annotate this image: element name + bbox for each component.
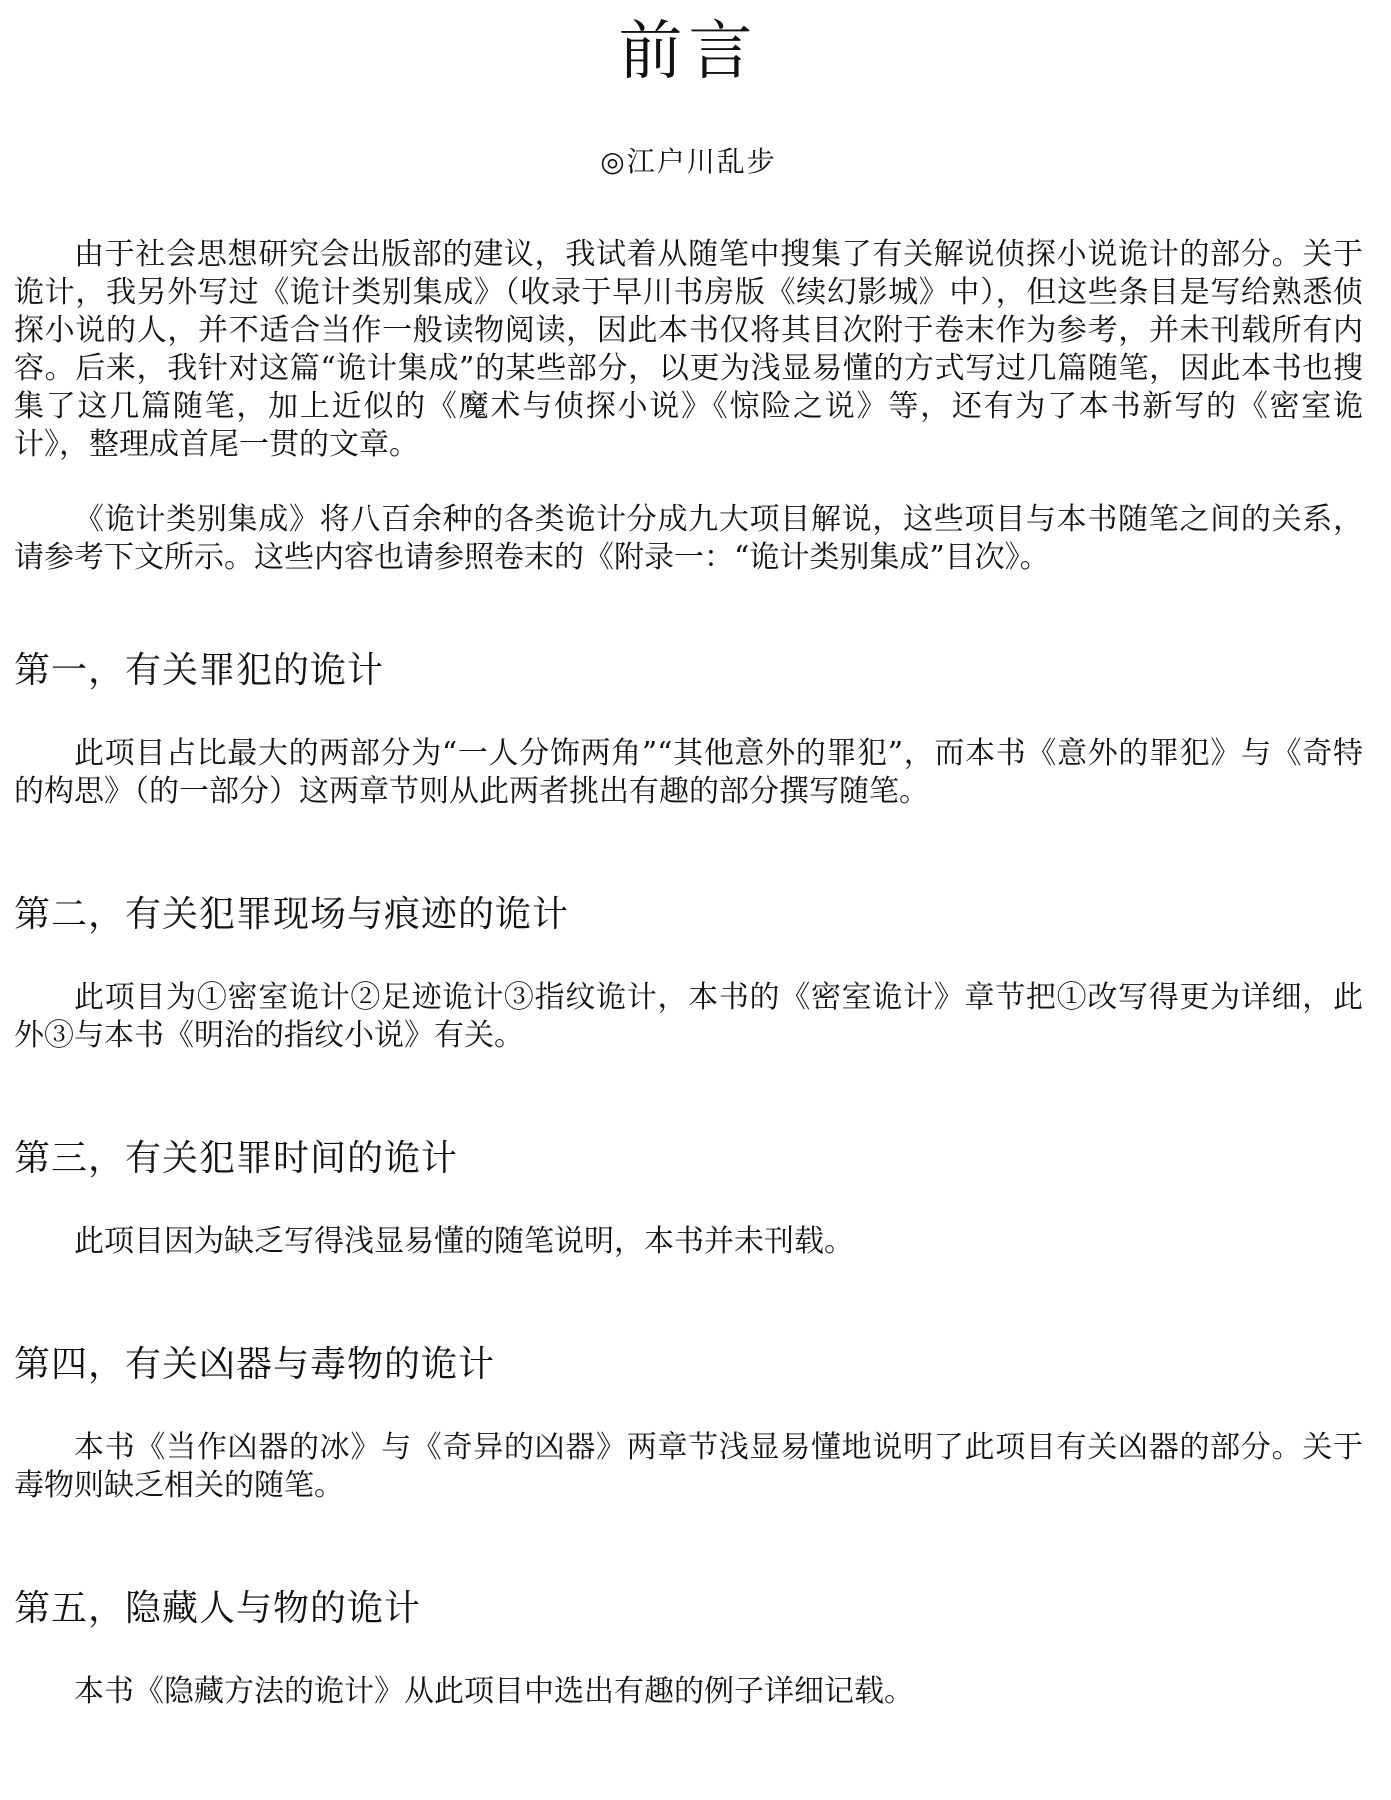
section-heading: 第五，隐藏人与物的诡计 (14, 1588, 422, 1629)
page-title: 前言 (618, 15, 759, 89)
section-heading: 第二，有关犯罪现场与痕迹的诡计 (14, 894, 570, 935)
section-paragraph: 此项目为①密室诡计②足迹诡计③指纹诡计，本书的《密室诡计》章节把①改写得更为详细，此外③与本书《明治的指纹小说》有关。 (14, 980, 1363, 1053)
section-paragraph: 此项目因为缺乏写得浅显易懂的随笔说明，本书并未刊载。 (74, 1224, 854, 1259)
section-heading: 第三，有关犯罪时间的诡计 (14, 1138, 459, 1179)
author-line: ◎江户川乱步 (600, 145, 777, 178)
section-paragraph: 此项目占比最大的两部分为“一人分饰两角”“其他意外的罪犯”，而本书《意外的罪犯》与《奇特的构思》（的一部分）这两章节则从此两者挑出有趣的部分撰写随笔。 (14, 736, 1363, 809)
section-paragraph: 本书《当作凶器的冰》与《奇异的凶器》两章节浅显易懂地说明了此项目有关凶器的部分。关于毒物则缺乏相关的随笔。 (14, 1430, 1363, 1503)
section-heading: 第四，有关凶器与毒物的诡计 (14, 1344, 496, 1385)
section-paragraph: 本书《隐藏方法的诡计》从此项目中选出有趣的例子详细记载。 (74, 1674, 914, 1709)
intro-paragraph: 《诡计类别集成》将八百余种的各类诡计分成九大项目解说，这些项目与本书随笔之间的关系，请参考下文所示。这些内容也请参照卷末的《附录一：“诡计类别集成”目次》。 (14, 502, 1363, 575)
intro-paragraph: 由于社会思想研究会出版部的建议，我试着从随笔中搜集了有关解说侦探小说诡计的部分。关于诡计，我另外写过《诡计类别集成》（收录于早川书房版《续幻影城》中），但这些条目是写给熟悉侦探小说的人，并不适合当作一般读物阅读，因此本书仅将其目次附于卷末作为参考，并未刊载所有内容。后来，我针对这篇“诡计集成”的某些部分，以更为浅显易懂的方式写过几篇随笔，因此本书也搜集了这几篇随笔，加上近似的《魔术与侦探小说》《惊险之说》等，还有为了本书新写的《密室诡计》，整理成首尾一贯的文章。 (14, 237, 1363, 462)
section-heading: 第一，有关罪犯的诡计 (14, 650, 385, 691)
